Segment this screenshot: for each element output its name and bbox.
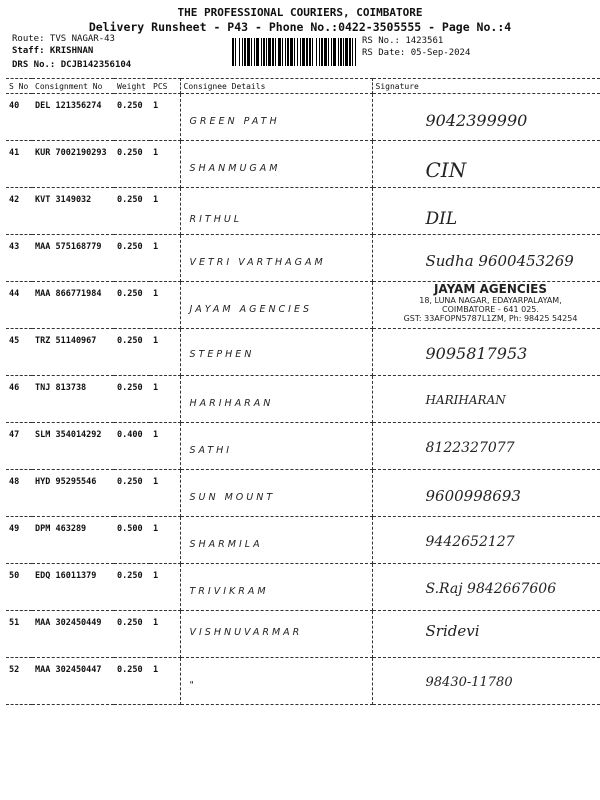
- cell-consignee: [180, 611, 372, 658]
- cell-weight-text: 0.250: [117, 242, 143, 252]
- cell-sno: [6, 188, 32, 235]
- cell-signature: [372, 611, 600, 658]
- cell-signature: [372, 94, 600, 141]
- cell-consignment: [32, 188, 114, 235]
- consignee-handwriting: SHANMUGAM: [189, 163, 281, 174]
- cell-pcs-text: 1: [153, 195, 159, 205]
- cell-weight: [114, 282, 150, 329]
- staff-label: Staff: KRISHNAN: [12, 46, 94, 56]
- table-row: [6, 611, 600, 658]
- route-label: Route: TVS NAGAR-43: [12, 34, 115, 44]
- cell-pcs-text: 1: [153, 383, 159, 393]
- cell-sno-text: 44: [9, 289, 20, 299]
- cell-signature: [372, 141, 600, 188]
- signature-text: DIL: [425, 209, 458, 229]
- cell-consignee: [180, 329, 372, 376]
- col-signature: Signature: [372, 79, 600, 94]
- cell-sno-text: 49: [9, 524, 20, 534]
- cell-sno-text: 51: [9, 618, 20, 628]
- cell-signature: [372, 235, 600, 282]
- stamp-line2: COIMBATORE - 641 025.: [442, 305, 539, 314]
- cell-consignee: [180, 141, 372, 188]
- cell-weight: [114, 141, 150, 188]
- col-weight: Weight: [114, 79, 150, 94]
- cell-signature: [372, 188, 600, 235]
- cell-consignment-text: DEL 121356274: [35, 101, 102, 111]
- consignee-handwriting: TRIVIKRAM: [189, 586, 269, 597]
- cell-sno-text: 47: [9, 430, 20, 440]
- cell-pcs: [150, 564, 180, 611]
- cell-consignment-text: DPM 463289: [35, 524, 87, 534]
- signature-text: S.Raj 9842667606: [425, 581, 557, 597]
- cell-consignment: [32, 376, 114, 423]
- cell-weight-text: 0.250: [117, 195, 143, 205]
- cell-sno: [6, 329, 32, 376]
- cell-sno: [6, 611, 32, 658]
- cell-pcs-text: 1: [153, 618, 159, 628]
- cell-pcs-text: 1: [153, 665, 159, 675]
- cell-consignee: [180, 282, 372, 329]
- cell-weight: [114, 423, 150, 470]
- cell-pcs: [150, 470, 180, 517]
- cell-weight-text: 0.250: [117, 336, 143, 346]
- consignee-handwriting: VETRI VARTHAGAM: [189, 257, 326, 268]
- cell-weight-text: 0.250: [117, 618, 143, 628]
- cell-consignment-text: EDQ 16011379: [35, 571, 97, 581]
- cell-consignment: [32, 470, 114, 517]
- cell-consignment-text: TRZ 51140967: [35, 336, 97, 346]
- cell-consignment: [32, 329, 114, 376]
- cell-pcs-text: 1: [153, 101, 159, 111]
- signature-text: 98430-11780: [425, 675, 513, 690]
- col-pcs: PCS: [150, 79, 180, 94]
- cell-sno: [6, 282, 32, 329]
- cell-sno-text: 45: [9, 336, 20, 346]
- cell-weight: [114, 329, 150, 376]
- consignee-handwriting: JAYAM AGENCIES: [189, 304, 313, 315]
- cell-weight: [114, 611, 150, 658]
- cell-sno-text: 40: [9, 101, 20, 111]
- cell-consignee: [180, 188, 372, 235]
- cell-signature: [372, 423, 600, 470]
- signature-text: 9042399990: [425, 111, 528, 130]
- cell-consignment-text: KUR 7002190293: [35, 148, 107, 158]
- cell-consignment-text: TNJ 813738: [35, 383, 87, 393]
- cell-pcs: [150, 376, 180, 423]
- cell-consignment: [32, 611, 114, 658]
- consignee-handwriting: SUN MOUNT: [189, 492, 276, 503]
- cell-sno: [6, 470, 32, 517]
- cell-sno-text: 52: [9, 665, 20, 675]
- cell-weight: [114, 658, 150, 705]
- stamp-line1: 18, LUNA NAGAR, EDAYARPALAYAM,: [419, 296, 562, 305]
- cell-consignment-text: MAA 302450447: [35, 665, 102, 675]
- cell-sno: [6, 564, 32, 611]
- company-title: THE PROFESSIONAL COURIERS, COIMBATORE: [177, 6, 423, 19]
- cell-weight-text: 0.250: [117, 383, 143, 393]
- signature-text: 9095817953: [425, 344, 528, 363]
- cell-weight: [114, 376, 150, 423]
- cell-sno-text: 41: [9, 148, 20, 158]
- cell-sno: [6, 423, 32, 470]
- cell-pcs: [150, 94, 180, 141]
- cell-signature: [372, 564, 600, 611]
- cell-consignment-text: MAA 866771984: [35, 289, 102, 299]
- consignee-handwriting: STEPHEN: [189, 349, 255, 360]
- table-row: [6, 188, 600, 235]
- cell-signature: [372, 658, 600, 705]
- cell-weight: [114, 564, 150, 611]
- consignee-handwriting: RITHUL: [189, 214, 243, 225]
- table-row: [6, 423, 600, 470]
- cell-pcs: [150, 188, 180, 235]
- cell-pcs-text: 1: [153, 242, 159, 252]
- signature-text: 9442652127: [425, 534, 515, 550]
- cell-sno-text: 42: [9, 195, 20, 205]
- cell-pcs: [150, 141, 180, 188]
- jayam-agencies-stamp: [388, 282, 593, 323]
- cell-consignment: [32, 658, 114, 705]
- cell-weight-text: 0.400: [117, 430, 143, 440]
- cell-signature: [372, 517, 600, 564]
- cell-sno: [6, 658, 32, 705]
- cell-sno: [6, 517, 32, 564]
- signature-text: HARIHARAN: [425, 393, 506, 407]
- cell-weight-text: 0.250: [117, 148, 143, 158]
- table-row: [6, 658, 600, 705]
- runsheet-table: [6, 78, 600, 705]
- cell-pcs: [150, 658, 180, 705]
- cell-consignment-text: MAA 302450449: [35, 618, 102, 628]
- cell-weight-text: 0.250: [117, 477, 143, 487]
- consignee-handwriting: HARIHARAN: [189, 398, 274, 409]
- cell-weight-text: 0.500: [117, 524, 143, 534]
- table-header-row: [6, 79, 600, 94]
- cell-consignment-text: HYD 95295546: [35, 477, 97, 487]
- drs-number: DRS No.: DCJB142356104: [12, 60, 132, 70]
- rs-date: RS Date: 05-Sep-2024: [362, 48, 471, 58]
- cell-weight-text: 0.250: [117, 289, 143, 299]
- cell-signature: [372, 329, 600, 376]
- consignee-handwriting: ": [189, 680, 197, 691]
- cell-weight-text: 0.250: [117, 571, 143, 581]
- cell-consignment: [32, 423, 114, 470]
- consignee-handwriting: SHARMILA: [189, 539, 263, 550]
- signature-text: 8122327077: [425, 440, 515, 456]
- cell-pcs: [150, 517, 180, 564]
- table-row: [6, 141, 600, 188]
- consignee-handwriting: SATHI: [189, 445, 233, 456]
- cell-consignment: [32, 94, 114, 141]
- cell-consignment: [32, 235, 114, 282]
- signature-text: CIN: [425, 158, 467, 182]
- cell-consignment-text: KVT 3149032: [35, 195, 92, 205]
- consignee-handwriting: VISHNUVARMAR: [189, 627, 303, 638]
- cell-sno-text: 43: [9, 242, 20, 252]
- signature-text: 9600998693: [425, 487, 521, 505]
- cell-pcs-text: 1: [153, 571, 159, 581]
- cell-pcs: [150, 282, 180, 329]
- cell-consignee: [180, 94, 372, 141]
- cell-consignment: [32, 141, 114, 188]
- cell-sno-text: 48: [9, 477, 20, 487]
- cell-pcs-text: 1: [153, 477, 159, 487]
- cell-sno: [6, 141, 32, 188]
- table-row: [6, 235, 600, 282]
- cell-weight: [114, 470, 150, 517]
- cell-consignment: [32, 517, 114, 564]
- cell-consignment-text: SLM 354014292: [35, 430, 102, 440]
- table-row: [6, 376, 600, 423]
- col-consignment: Consignment No: [32, 79, 114, 94]
- cell-pcs-text: 1: [153, 524, 159, 534]
- cell-pcs: [150, 329, 180, 376]
- rs-number: RS No.: 1423561: [362, 36, 444, 46]
- cell-sno: [6, 235, 32, 282]
- col-sno: S No: [6, 79, 32, 94]
- table-row: [6, 564, 600, 611]
- cell-consignment: [32, 282, 114, 329]
- cell-sno-text: 50: [9, 571, 20, 581]
- cell-pcs: [150, 423, 180, 470]
- table-row: [6, 517, 600, 564]
- cell-pcs-text: 1: [153, 430, 159, 440]
- consignee-handwriting: GREEN PATH: [189, 116, 280, 127]
- cell-pcs-text: 1: [153, 289, 159, 299]
- cell-sno-text: 46: [9, 383, 20, 393]
- cell-consignee: [180, 423, 372, 470]
- cell-consignee: [180, 376, 372, 423]
- cell-weight-text: 0.250: [117, 665, 143, 675]
- cell-pcs-text: 1: [153, 336, 159, 346]
- cell-weight: [114, 94, 150, 141]
- cell-pcs-text: 1: [153, 148, 159, 158]
- cell-weight: [114, 517, 150, 564]
- runsheet-subtitle: Delivery Runsheet - P43 - Phone No.:0422-3505555 - Page No.:4: [88, 20, 512, 34]
- cell-signature: [372, 376, 600, 423]
- col-consignee: Consignee Details: [180, 79, 372, 94]
- cell-pcs: [150, 611, 180, 658]
- table-row: [6, 470, 600, 517]
- table-row: [6, 329, 600, 376]
- cell-consignee: [180, 235, 372, 282]
- cell-consignee: [180, 564, 372, 611]
- stamp-name: JAYAM AGENCIES: [433, 282, 548, 296]
- cell-weight: [114, 188, 150, 235]
- cell-consignee: [180, 470, 372, 517]
- cell-sno: [6, 376, 32, 423]
- signature-text: Sudha 9600453269: [425, 252, 574, 270]
- cell-consignment-text: MAA 575168779: [35, 242, 102, 252]
- barcode-icon: [232, 38, 356, 66]
- cell-consignee: [180, 517, 372, 564]
- cell-consignment: [32, 564, 114, 611]
- cell-signature: [372, 470, 600, 517]
- table-row: [6, 94, 600, 141]
- cell-weight: [114, 235, 150, 282]
- cell-weight-text: 0.250: [117, 101, 143, 111]
- cell-pcs: [150, 235, 180, 282]
- cell-sno: [6, 94, 32, 141]
- signature-text: Sridevi: [425, 622, 480, 640]
- stamp-line3: GST: 33AFOPN5787L1ZM, Ph: 98425 54254: [403, 314, 578, 323]
- cell-consignee: [180, 658, 372, 705]
